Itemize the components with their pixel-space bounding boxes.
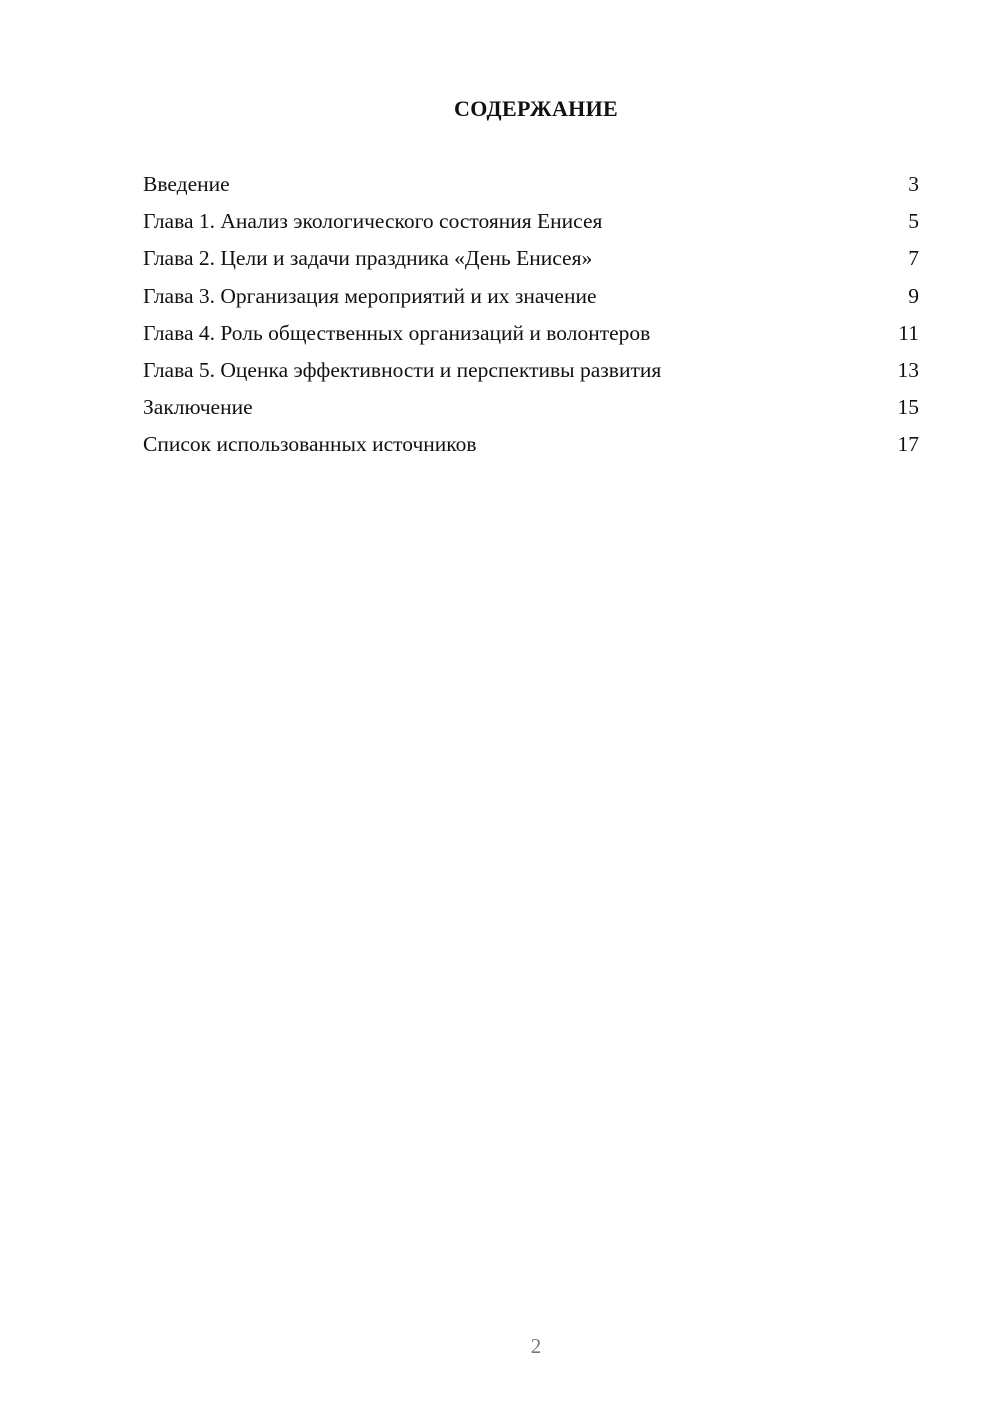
toc-entry-page: 15 xyxy=(897,395,919,420)
toc-entry-page: 7 xyxy=(908,246,919,271)
toc-entry-chapter-1[interactable] xyxy=(143,205,919,242)
toc-entry-label: Список использованных источников xyxy=(143,432,477,457)
toc-entry-introduction[interactable] xyxy=(143,168,919,205)
table-of-contents xyxy=(143,168,919,466)
toc-entry-label: Заключение xyxy=(143,395,253,420)
toc-entry-page: 5 xyxy=(908,209,919,234)
toc-entry-references[interactable] xyxy=(143,428,919,465)
toc-entry-page: 3 xyxy=(908,172,919,196)
toc-entry-label: Глава 5. Оценка эффективности и перспективы развития xyxy=(143,357,662,382)
toc-entry-label: Глава 2. Цели и задачи праздника «День Енисея» xyxy=(143,246,593,271)
toc-entry-page: 9 xyxy=(908,283,919,308)
toc-entry-page: 13 xyxy=(897,357,919,382)
toc-entry-label: Глава 4. Роль общественных организаций и волонтеров xyxy=(143,320,651,345)
toc-entry-chapter-2[interactable] xyxy=(143,242,919,279)
toc-entry-chapter-5[interactable] xyxy=(143,354,919,391)
toc-entry-page: 17 xyxy=(897,432,919,457)
toc-entry-label: Глава 3. Организация мероприятий и их значение xyxy=(143,283,597,308)
toc-entry-label: Введение xyxy=(143,172,230,196)
toc-entry-label: Глава 1. Анализ экологического состояния Енисея xyxy=(143,209,603,234)
toc-entry-page: 11 xyxy=(898,320,919,345)
toc-entry-chapter-3[interactable] xyxy=(143,280,919,317)
page-number: 2 xyxy=(530,1334,542,1358)
toc-entry-chapter-4[interactable] xyxy=(143,317,919,354)
toc-entry-conclusion[interactable] xyxy=(143,391,919,428)
toc-title: СОДЕРЖАНИЕ xyxy=(454,96,618,121)
